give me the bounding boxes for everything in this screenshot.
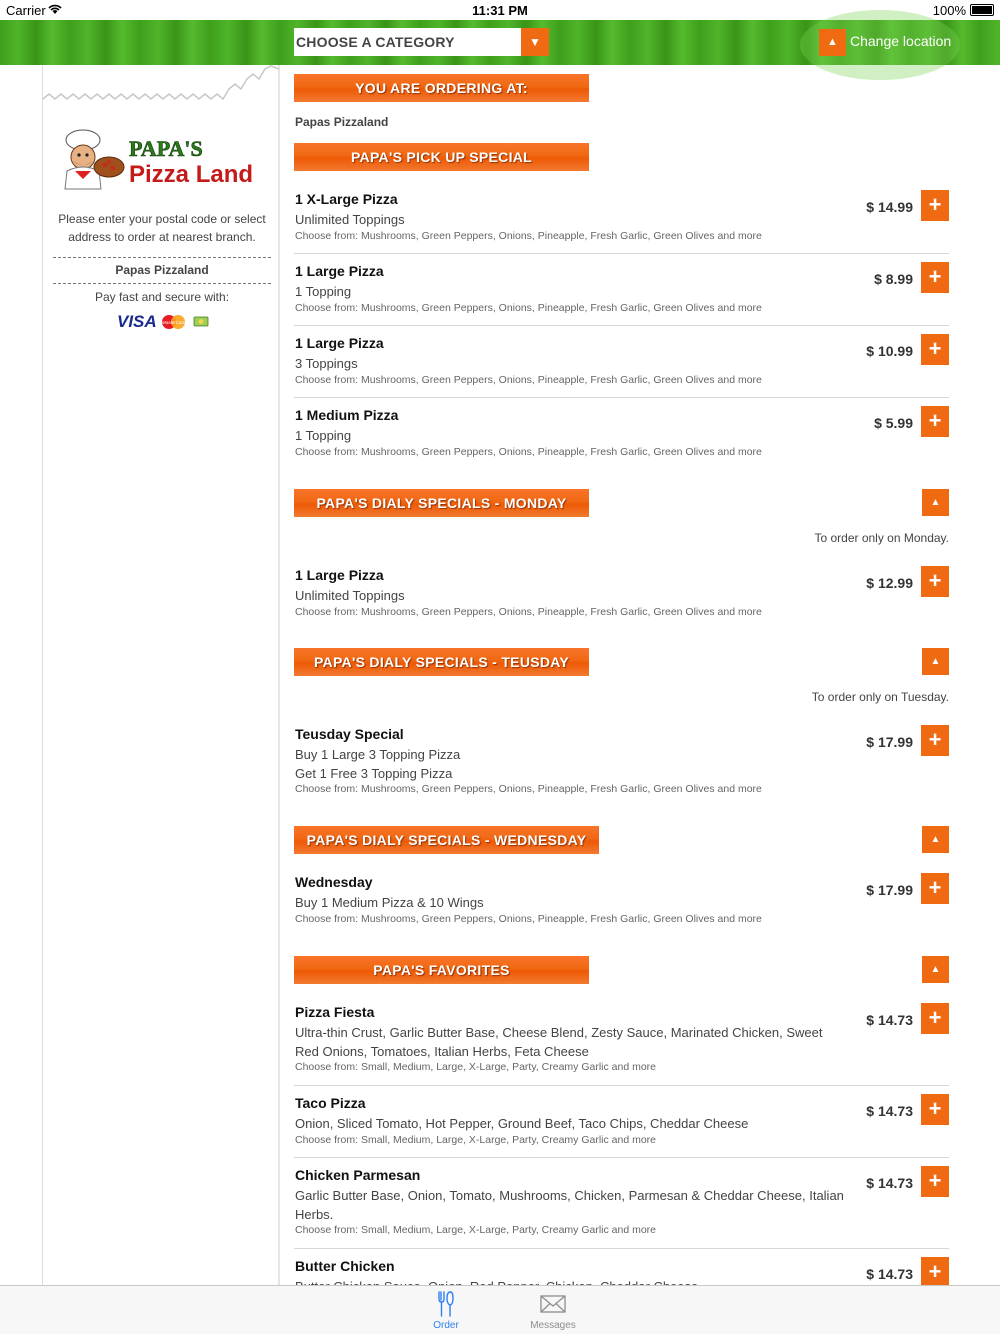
battery-icon [970, 4, 994, 16]
receipt-edge [43, 65, 279, 105]
add-item-button[interactable]: + [921, 725, 949, 756]
chevron-down-icon[interactable]: ▼ [521, 28, 549, 56]
item-description: Buy 1 Large 3 Topping Pizza [295, 747, 461, 762]
section-title: PAPA'S DIALY SPECIALS - TEUSDAY [294, 648, 589, 676]
item-description: Onion, Sliced Tomato, Hot Pepper, Ground Beef, Taco Chips, Cheddar Cheese [295, 1116, 749, 1131]
item-description: 3 Toppings [295, 356, 358, 371]
carrier-label: Carrier [6, 3, 46, 18]
mastercard-logo [159, 314, 189, 330]
tab-messages-label[interactable]: Messages [530, 1320, 576, 1331]
item-choices: Choose from: Mushrooms, Green Peppers, Onions, Pineapple, Fresh Garlic, Green Olives and more [295, 230, 762, 242]
item-description: 1 Topping [295, 284, 352, 299]
item-choices: Choose from: Mushrooms, Green Peppers, Onions, Pineapple, Fresh Garlic, Green Olives and more [295, 606, 762, 618]
item-price: $ 14.99 [866, 199, 913, 215]
battery-percent: 100% [932, 3, 966, 18]
top-header [0, 20, 1000, 65]
add-item-button[interactable]: + [921, 1094, 949, 1125]
item-description: Buy 1 Medium Pizza & 10 Wings [295, 895, 484, 910]
clock: 11:31 PM [472, 3, 528, 18]
tab-bar [0, 1285, 1000, 1334]
menu-item [294, 874, 949, 937]
section-title: PAPA'S DIALY SPECIALS - MONDAY [294, 489, 589, 517]
item-name: 1 Medium Pizza [295, 407, 399, 423]
section-title: PAPA'S PICK UP SPECIAL [294, 143, 589, 171]
triangle-up-icon[interactable]: ▲ [819, 29, 846, 56]
section-note: To order only on Tuesday. [811, 690, 949, 704]
payment-cards [117, 310, 217, 330]
item-price: $ 14.73 [866, 1175, 913, 1191]
item-choices: Choose from: Mushrooms, Green Peppers, Onions, Pineapple, Fresh Garlic, Green Olives and more [295, 302, 762, 314]
menu-item [294, 1167, 949, 1249]
svg-text:Pizza Land: Pizza Land [129, 161, 254, 188]
menu-item [294, 335, 949, 398]
cash-icon [193, 314, 209, 328]
item-choices: Choose from: Small, Medium, Large, X-Large, Party, Creamy Garlic and more [295, 1061, 657, 1073]
category-dropdown[interactable] [294, 28, 549, 56]
add-item-button[interactable]: + [921, 1257, 949, 1288]
item-price: $ 12.99 [866, 575, 913, 591]
papas-pizza-land-logo [53, 127, 258, 191]
menu-item [294, 1004, 949, 1086]
menu-item [294, 407, 949, 470]
item-choices: Choose from: Mushrooms, Green Peppers, Onions, Pineapple, Fresh Garlic, Green Olives and more [295, 374, 762, 386]
branch-name: Papas Pizzaland [115, 263, 209, 277]
menu-item [294, 191, 949, 254]
tab-order-label[interactable]: Order [433, 1320, 459, 1331]
category-dropdown-label: CHOOSE A CATEGORY [296, 34, 455, 50]
divider [53, 283, 271, 284]
item-choices: Choose from: Small, Medium, Large, X-Large, Party, Creamy Garlic and more [295, 1224, 657, 1236]
add-item-button[interactable]: + [921, 406, 949, 437]
item-choices: Choose from: Mushrooms, Green Peppers, Onions, Pineapple, Fresh Garlic, Green Olives and more [295, 446, 762, 458]
section-note: To order only on Monday. [814, 531, 949, 545]
item-price: $ 14.73 [866, 1103, 913, 1119]
add-item-button[interactable]: + [921, 334, 949, 365]
add-item-button[interactable]: + [921, 1166, 949, 1197]
menu-list [294, 65, 949, 1285]
item-choices: Choose from: Mushrooms, Green Peppers, Onions, Pineapple, Fresh Garlic, Green Olives and more [295, 783, 762, 795]
item-choices: Choose from: Mushrooms, Green Peppers, Onions, Pineapple, Fresh Garlic, Green Olives and more [295, 913, 762, 925]
item-price: $ 5.99 [874, 415, 913, 431]
item-price: $ 17.99 [866, 882, 913, 898]
item-name: Taco Pizza [295, 1095, 366, 1111]
divider [53, 257, 271, 258]
ordering-at-banner: YOU ARE ORDERING AT: [294, 74, 589, 102]
postal-code-message: Please enter your postal code or select address to order at nearest branch. [58, 212, 266, 244]
add-item-button[interactable]: + [921, 1003, 949, 1034]
collapse-section-button[interactable]: ▲ [922, 648, 949, 675]
item-description: Unlimited Toppings [295, 212, 405, 227]
collapse-section-button[interactable]: ▲ [922, 956, 949, 983]
menu-item [294, 567, 949, 630]
item-price: $ 8.99 [874, 271, 913, 287]
collapse-section-button[interactable]: ▲ [922, 826, 949, 853]
svg-text:PAPA'S: PAPA'S [129, 136, 203, 161]
collapse-section-button[interactable]: ▲ [922, 489, 949, 516]
item-name: Teusday Special [295, 726, 404, 742]
item-name: 1 X-Large Pizza [295, 191, 398, 207]
visa-logo: VISA [117, 312, 157, 331]
item-choices: Choose from: Small, Medium, Large, X-Large, Party, Creamy Garlic and more [295, 1134, 657, 1146]
menu-item [294, 726, 949, 806]
item-description: Ultra-thin Crust, Garlic Butter Base, Cheese Blend, Zesty Sauce, Marinated Chicken, Sweet Red Onions, Tomatoes, Italian Herbs, Feta Cheese [295, 1025, 823, 1059]
svg-text:MasterCard: MasterCard [162, 320, 186, 325]
sidebar [42, 65, 280, 1285]
section-title: PAPA'S DIALY SPECIALS - WEDNESDAY [294, 826, 599, 854]
add-item-button[interactable]: + [921, 566, 949, 597]
item-name: 1 Large Pizza [295, 567, 384, 583]
envelope-icon [539, 1290, 567, 1318]
item-name: Pizza Fiesta [295, 1004, 375, 1020]
item-price: $ 14.73 [866, 1266, 913, 1282]
change-location-label[interactable]: Change location [850, 33, 952, 49]
pay-secure-text: Pay fast and secure with: [94, 290, 230, 304]
add-item-button[interactable]: + [921, 262, 949, 293]
menu-item [294, 1095, 949, 1158]
fork-knife-icon [432, 1290, 460, 1318]
add-item-button[interactable]: + [921, 190, 949, 221]
item-name: Chicken Parmesan [295, 1167, 421, 1183]
item-name: Wednesday [295, 874, 373, 890]
add-item-button[interactable]: + [921, 873, 949, 904]
item-description: Unlimited Toppings [295, 588, 405, 603]
item-price: $ 14.73 [866, 1012, 913, 1028]
item-description: Garlic Butter Base, Onion, Tomato, Mushrooms, Chicken, Parmesan & Cheddar Cheese, Italian Herbs. [295, 1188, 844, 1222]
item-name: Butter Chicken [295, 1258, 395, 1274]
item-description: Get 1 Free 3 Topping Pizza [295, 766, 453, 781]
tab-messages[interactable] [513, 1286, 593, 1335]
ordering-location: Papas Pizzaland [295, 115, 389, 129]
tab-order[interactable] [406, 1286, 486, 1335]
item-name: 1 Large Pizza [295, 263, 384, 279]
item-price: $ 17.99 [866, 734, 913, 750]
section-title: PAPA'S FAVORITES [294, 956, 589, 984]
item-name: 1 Large Pizza [295, 335, 384, 351]
item-description: 1 Topping [295, 428, 352, 443]
item-price: $ 10.99 [866, 343, 913, 359]
menu-item [294, 263, 949, 326]
